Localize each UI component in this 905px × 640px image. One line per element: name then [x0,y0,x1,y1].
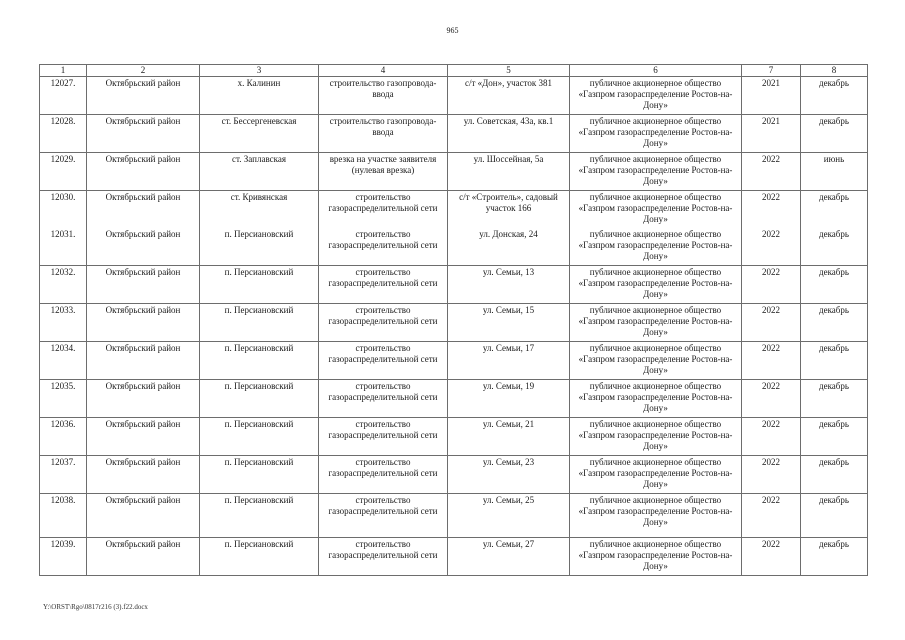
district-cell: Октябрьский район [87,342,200,380]
work-type-cell: строительство газораспределительной сети [319,304,448,342]
row-number: 12031. [40,228,87,266]
address-cell: с/т «Дон», участок 381 [448,77,570,115]
year-cell: 2022 [742,228,801,266]
row-number: 12032. [40,266,87,304]
year-cell: 2021 [742,77,801,115]
column-header: 6 [570,65,742,77]
row-number: 12038. [40,494,87,538]
organization-cell: публичное акционерное общество «Газпром газораспределение Ростов-на-Дону» [570,115,742,153]
district-cell: Октябрьский район [87,191,200,229]
column-header: 4 [319,65,448,77]
month-cell: декабрь [801,191,868,229]
address-cell: ул. Семьи, 13 [448,266,570,304]
table-row [40,191,868,229]
address-cell: ул. Семьи, 27 [448,538,570,576]
row-number: 12027. [40,77,87,115]
settlement-cell: ст. Кривянская [200,191,319,229]
table-row [40,538,868,576]
table-row [40,115,868,153]
year-cell: 2022 [742,191,801,229]
work-type-cell: строительство газораспределительной сети [319,380,448,418]
address-cell: ул. Семьи, 15 [448,304,570,342]
column-header: 7 [742,65,801,77]
organization-cell: публичное акционерное общество «Газпром газораспределение Ростов-на-Дону» [570,266,742,304]
district-cell: Октябрьский район [87,115,200,153]
organization-cell: публичное акционерное общество «Газпром газораспределение Ростов-на-Дону» [570,77,742,115]
organization-cell: публичное акционерное общество «Газпром газораспределение Ростов-на-Дону» [570,538,742,576]
year-cell: 2022 [742,304,801,342]
row-number: 12036. [40,418,87,456]
settlement-cell: ст. Бессергеневская [200,115,319,153]
settlement-cell: п. Персиановский [200,538,319,576]
year-cell: 2022 [742,494,801,538]
file-path-footer: Y:\ORST\Rgo\0817r216 (3).f22.docx [43,603,148,611]
work-type-cell: строительство газораспределительной сети [319,191,448,229]
work-type-cell: строительство газораспределительной сети [319,342,448,380]
settlement-cell: п. Персиановский [200,380,319,418]
settlement-cell: п. Персиановский [200,266,319,304]
year-cell: 2022 [742,380,801,418]
row-number: 12028. [40,115,87,153]
row-number: 12033. [40,304,87,342]
organization-cell: публичное акционерное общество «Газпром газораспределение Ростов-на-Дону» [570,494,742,538]
column-header: 8 [801,65,868,77]
column-header: 3 [200,65,319,77]
month-cell: декабрь [801,494,868,538]
organization-cell: публичное акционерное общество «Газпром газораспределение Ростов-на-Дону» [570,418,742,456]
address-cell: ул. Семьи, 21 [448,418,570,456]
month-cell: декабрь [801,304,868,342]
organization-cell: публичное акционерное общество «Газпром газораспределение Ростов-на-Дону» [570,342,742,380]
address-cell: ул. Шоссейная, 5а [448,153,570,191]
month-cell: декабрь [801,115,868,153]
settlement-cell: х. Калинин [200,77,319,115]
table-row [40,494,868,538]
district-cell: Октябрьский район [87,380,200,418]
row-number: 12037. [40,456,87,494]
address-cell: ул. Советская, 43а, кв.1 [448,115,570,153]
settlement-cell: п. Персиановский [200,304,319,342]
row-number: 12039. [40,538,87,576]
settlement-cell: ст. Заплавская [200,153,319,191]
year-cell: 2022 [742,153,801,191]
work-type-cell: строительство газораспределительной сети [319,228,448,266]
district-cell: Октябрьский район [87,456,200,494]
year-cell: 2022 [742,266,801,304]
district-cell: Октябрьский район [87,266,200,304]
district-cell: Октябрьский район [87,228,200,266]
work-type-cell: строительство газораспределительной сети [319,418,448,456]
organization-cell: публичное акционерное общество «Газпром газораспределение Ростов-на-Дону» [570,191,742,229]
column-header: 1 [40,65,87,77]
header-row [40,65,868,77]
district-cell: Октябрьский район [87,77,200,115]
address-cell: ул. Семьи, 23 [448,456,570,494]
district-cell: Октябрьский район [87,418,200,456]
month-cell: декабрь [801,418,868,456]
settlement-cell: п. Персиановский [200,494,319,538]
row-number: 12034. [40,342,87,380]
table-row [40,153,868,191]
work-type-cell: строительство газораспределительной сети [319,494,448,538]
year-cell: 2022 [742,342,801,380]
month-cell: декабрь [801,266,868,304]
organization-cell: публичное акционерное общество «Газпром газораспределение Ростов-на-Дону» [570,380,742,418]
organization-cell: публичное акционерное общество «Газпром газораспределение Ростов-на-Дону» [570,456,742,494]
address-cell: ул. Семьи, 25 [448,494,570,538]
year-cell: 2022 [742,538,801,576]
work-type-cell: строительство газопровода-ввода [319,115,448,153]
settlement-cell: п. Персиановский [200,456,319,494]
row-number: 12030. [40,191,87,229]
settlement-cell: п. Персиановский [200,342,319,380]
work-type-cell: врезка на участке заявителя (нулевая врезка) [319,153,448,191]
year-cell: 2021 [742,115,801,153]
document-table [39,64,868,576]
work-type-cell: строительство газораспределительной сети [319,456,448,494]
table-row [40,380,868,418]
district-cell: Октябрьский район [87,494,200,538]
month-cell: июнь [801,153,868,191]
settlement-cell: п. Персиановский [200,228,319,266]
month-cell: декабрь [801,456,868,494]
work-type-cell: строительство газопровода-ввода [319,77,448,115]
month-cell: декабрь [801,77,868,115]
table-row [40,266,868,304]
month-cell: декабрь [801,342,868,380]
row-number: 12029. [40,153,87,191]
table-row [40,228,868,266]
column-header: 5 [448,65,570,77]
organization-cell: публичное акционерное общество «Газпром газораспределение Ростов-на-Дону» [570,153,742,191]
district-cell: Октябрьский район [87,538,200,576]
district-cell: Октябрьский район [87,304,200,342]
year-cell: 2022 [742,418,801,456]
district-cell: Октябрьский район [87,153,200,191]
row-number: 12035. [40,380,87,418]
month-cell: декабрь [801,380,868,418]
address-cell: ул. Семьи, 19 [448,380,570,418]
column-header: 2 [87,65,200,77]
organization-cell: публичное акционерное общество «Газпром газораспределение Ростов-на-Дону» [570,304,742,342]
address-cell: ул. Семьи, 17 [448,342,570,380]
table-row [40,418,868,456]
table-row [40,77,868,115]
month-cell: декабрь [801,228,868,266]
table-row [40,304,868,342]
work-type-cell: строительство газораспределительной сети [319,266,448,304]
page-number: 965 [446,26,459,35]
address-cell: с/т «Строитель», садовый участок 166 [448,191,570,229]
table-row [40,342,868,380]
organization-cell: публичное акционерное общество «Газпром газораспределение Ростов-на-Дону» [570,228,742,266]
settlement-cell: п. Персиановский [200,418,319,456]
address-cell: ул. Донская, 24 [448,228,570,266]
work-type-cell: строительство газораспределительной сети [319,538,448,576]
year-cell: 2022 [742,456,801,494]
table-row [40,456,868,494]
month-cell: декабрь [801,538,868,576]
